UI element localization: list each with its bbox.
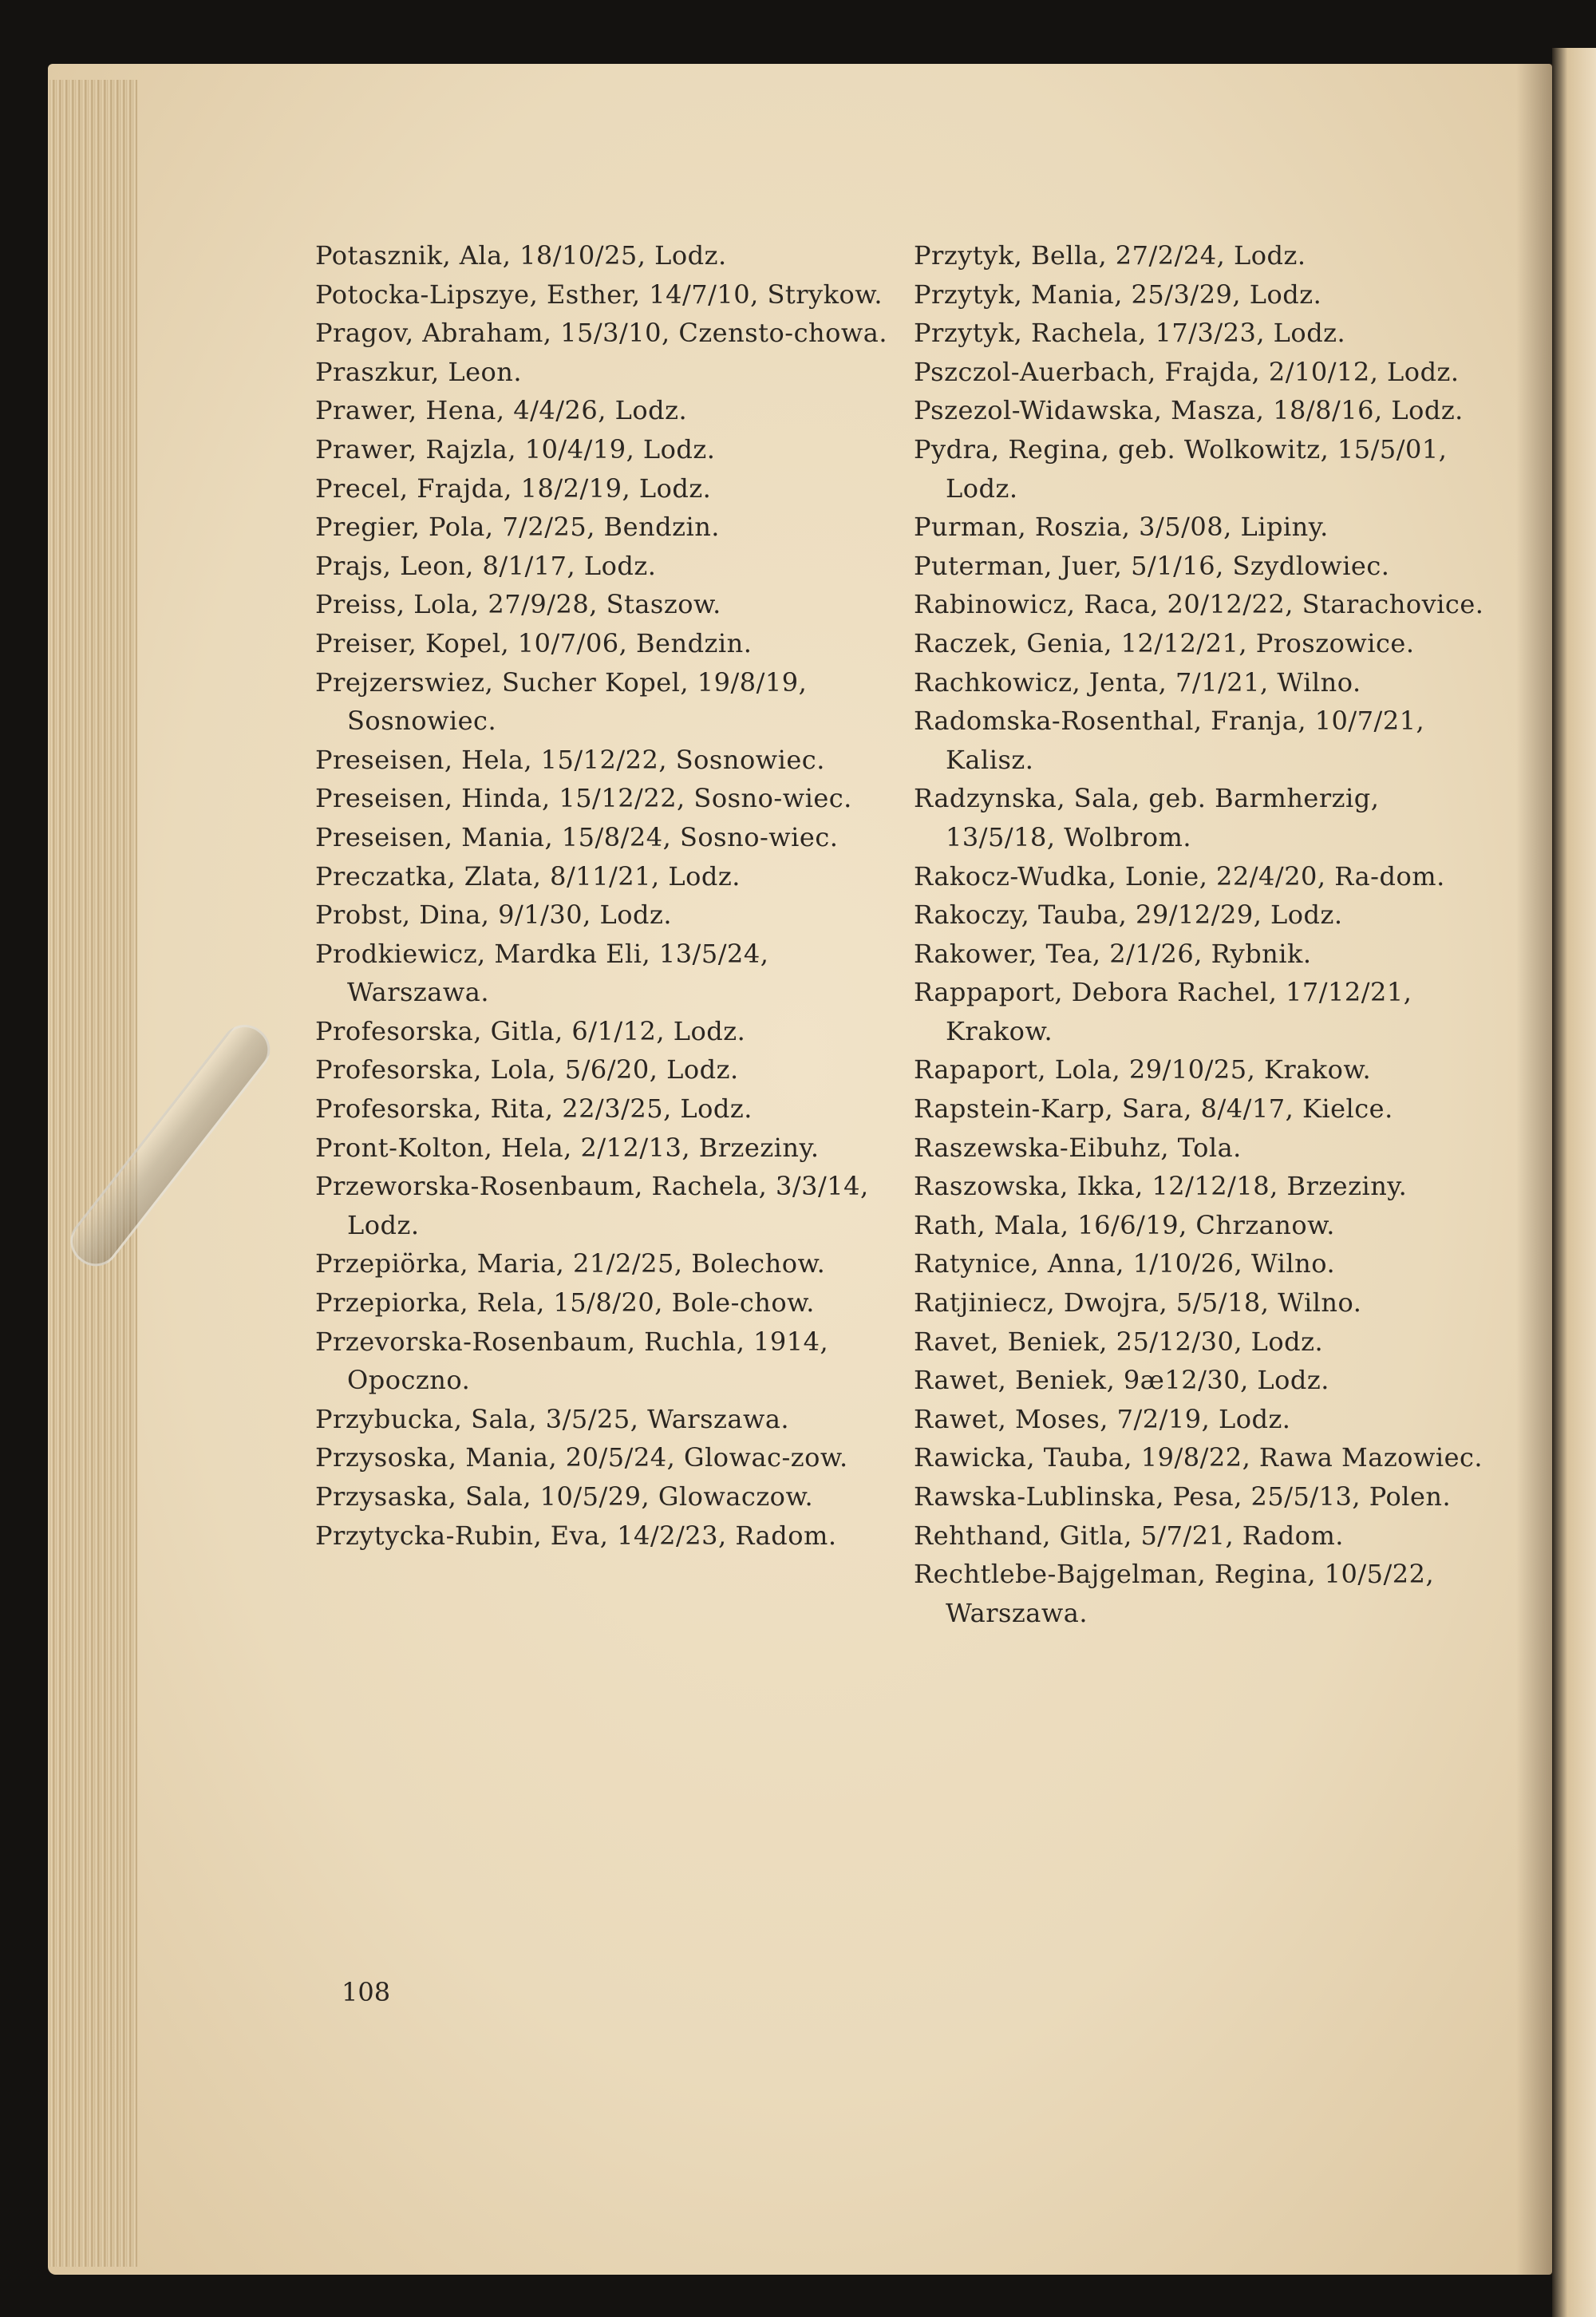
list-item: Rappaport, Debora Rachel, 17/12/21, Krakow.	[914, 977, 1412, 1046]
list-item: Pydra, Regina, geb. Wolkowitz, 15/5/01, Lodz.	[914, 433, 1448, 504]
list-item: Pront-Kolton, Hela, 2/12/13, Brzeziny.	[315, 1132, 820, 1163]
list-item: Rakoczy, Tauba, 29/12/29, Lodz.	[914, 900, 1343, 931]
list-item: Prawer, Hena, 4/4/26, Lodz.	[315, 395, 688, 426]
list-item: Radomska-Rosenthal, Franja, 10/7/21, Kalisz.	[914, 706, 1425, 775]
list-item: Rabinowicz, Raca, 20/12/22, Starachovice.	[914, 589, 1484, 620]
list-item: Puterman, Juer, 5/1/16, Szydlowiec.	[914, 550, 1390, 581]
list-item: Raszowska, Ikka, 12/12/18, Brzeziny.	[914, 1171, 1408, 1202]
list-item: Rechtlebe-Bajgelman, Regina, 10/5/22, Warszawa.	[914, 1559, 1435, 1628]
list-item: Przepiorka, Rela, 15/8/20, Bole-chow.	[315, 1287, 815, 1319]
list-item: Rehthand, Gitla, 5/7/21, Radom.	[914, 1520, 1344, 1551]
list-item: Prejzerswiez, Sucher Kopel, 19/8/19, Sosnowiec.	[315, 666, 808, 737]
list-item: Przytycka-Rubin, Eva, 14/2/23, Radom.	[315, 1520, 837, 1551]
list-item: Przysaska, Sala, 10/5/29, Glowaczow.	[315, 1481, 814, 1512]
list-item: Przysoska, Mania, 20/5/24, Glowac-zow.	[315, 1442, 848, 1473]
list-item: Preseisen, Mania, 15/8/24, Sosno-wiec.	[315, 821, 839, 852]
list-item: Rapstein-Karp, Sara, 8/4/17, Kielce.	[914, 1093, 1393, 1125]
list-item: Rachkowicz, Jenta, 7/1/21, Wilno.	[914, 666, 1361, 698]
facing-page-edge	[1552, 48, 1596, 2317]
list-item: Praszkur, Leon.	[315, 356, 523, 387]
list-item: Precel, Frajda, 18/2/19, Lodz.	[315, 472, 712, 504]
left-column	[315, 236, 906, 1555]
list-item: Prawer, Rajzla, 10/4/19, Lodz.	[315, 433, 716, 465]
list-item: Pregier, Pola, 7/2/25, Bendzin.	[315, 512, 720, 543]
list-item: Preiss, Lola, 27/9/28, Staszow.	[315, 589, 721, 620]
list-item: Purman, Roszia, 3/5/08, Lipiny.	[914, 512, 1329, 543]
list-item: Rawet, Moses, 7/2/19, Lodz.	[914, 1403, 1291, 1434]
list-item: Rapaport, Lola, 29/10/25, Krakow.	[914, 1054, 1372, 1085]
right-column	[914, 236, 1496, 1632]
list-item: Preseisen, Hinda, 15/12/22, Sosno-wiec.	[315, 783, 852, 814]
list-item: Rawska-Lublinska, Pesa, 25/5/13, Polen.	[914, 1481, 1452, 1512]
list-item: Przybucka, Sala, 3/5/25, Warszawa.	[315, 1403, 790, 1434]
list-item: Pszezol-Widawska, Masza, 18/8/16, Lodz.	[914, 395, 1464, 426]
list-item: Preseisen, Hela, 15/12/22, Sosnowiec.	[315, 744, 825, 775]
list-item: Przytyk, Mania, 25/3/29, Lodz.	[914, 279, 1322, 310]
list-item: Probst, Dina, 9/1/30, Lodz.	[315, 900, 672, 931]
list-item: Prajs, Leon, 8/1/17, Lodz.	[315, 550, 657, 581]
list-item: Ratjiniecz, Dwojra, 5/5/18, Wilno.	[914, 1287, 1362, 1319]
list-item: Ravet, Beniek, 25/12/30, Lodz.	[914, 1326, 1324, 1357]
list-item: Rawicka, Tauba, 19/8/22, Rawa Mazowiec.	[914, 1442, 1483, 1473]
list-item: Rawet, Beniek, 9æ12/30, Lodz.	[914, 1365, 1329, 1396]
list-item: Potasznik, Ala, 18/10/25, Lodz.	[315, 240, 727, 271]
list-item: Przytyk, Rachela, 17/3/23, Lodz.	[914, 318, 1346, 349]
list-item: Przevorska-Rosenbaum, Ruchla, 1914, Opoczno.	[315, 1326, 829, 1396]
list-item: Przeworska-Rosenbaum, Rachela, 3/3/14, Lodz.	[315, 1171, 869, 1240]
list-item: Pszczol-Auerbach, Frajda, 2/10/12, Lodz.	[914, 356, 1460, 387]
list-item: Radzynska, Sala, geb. Barmherzig, 13/5/18, Wolbrom.	[914, 783, 1380, 852]
list-item: Przepiörka, Maria, 21/2/25, Bolechow.	[315, 1248, 826, 1279]
list-item: Prodkiewicz, Mardka Eli, 13/5/24, Warszawa.	[315, 938, 769, 1008]
page-number: 108	[342, 1977, 391, 2007]
list-item: Pragov, Abraham, 15/3/10, Czensto-chowa.	[315, 318, 888, 349]
list-item: Profesorska, Gitla, 6/1/12, Lodz.	[315, 1015, 746, 1046]
gutter-shadow	[1516, 64, 1552, 2275]
list-item: Potocka-Lipszye, Esther, 14/7/10, Strykow.	[315, 279, 883, 310]
list-item: Raszewska-Eibuhz, Tola.	[914, 1132, 1242, 1163]
list-item: Profesorska, Lola, 5/6/20, Lodz.	[315, 1054, 739, 1085]
list-item: Rakocz-Wudka, Lonie, 22/4/20, Ra-dom.	[914, 860, 1445, 892]
list-item: Rakower, Tea, 2/1/26, Rybnik.	[914, 938, 1312, 969]
list-item: Preiser, Kopel, 10/7/06, Bendzin.	[315, 627, 753, 658]
list-item: Raczek, Genia, 12/12/21, Proszowice.	[914, 627, 1415, 658]
list-item: Ratynice, Anna, 1/10/26, Wilno.	[914, 1248, 1336, 1279]
list-item: Preczatka, Zlata, 8/11/21, Lodz.	[315, 860, 741, 892]
list-item: Rath, Mala, 16/6/19, Chrzanow.	[914, 1209, 1335, 1240]
list-item: Przytyk, Bella, 27/2/24, Lodz.	[914, 240, 1306, 271]
list-item: Profesorska, Rita, 22/3/25, Lodz.	[315, 1093, 753, 1125]
